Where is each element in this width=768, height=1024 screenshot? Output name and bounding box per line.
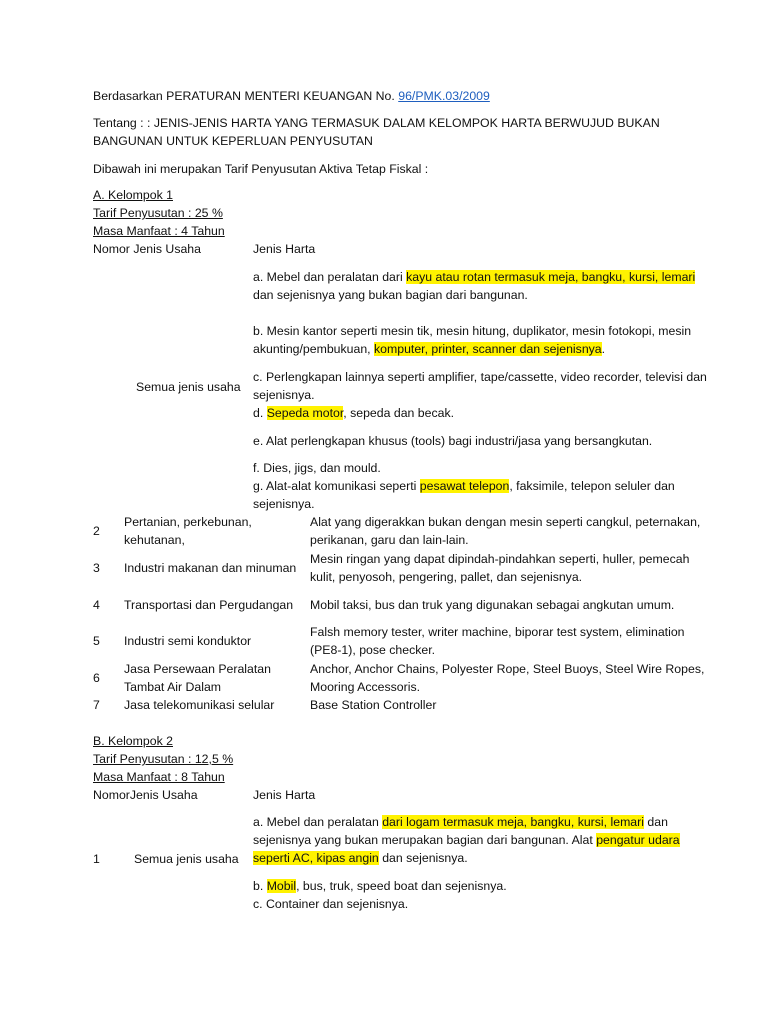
row-harta-line1: Mesin ringan yang dapat dipindah-pindahkan seperti, huller, pemecah: [310, 552, 690, 566]
text: , faksimile, telepon seluler dan: [509, 479, 675, 493]
highlight: pesawat telepon: [419, 479, 510, 493]
group-b-item-a-line2: [253, 831, 680, 849]
row-number: 2: [93, 524, 100, 538]
group-a-item-b-line1: b. Mesin kantor seperti mesin tik, mesin hitung, duplikator, mesin fotokopi, mesin: [253, 324, 692, 338]
text: akunting/pembukuan,: [253, 342, 375, 356]
group-a-item-d: [253, 404, 454, 422]
group-b-item-b: [253, 877, 507, 895]
row-harta-line1: Alat yang digerakkan bukan dengan mesin seperti cangkul, peternakan,: [310, 515, 701, 529]
row-harta-line1: Anchor, Anchor Chains, Polyester Rope, Steel Buoys, Steel Wire Ropes,: [310, 662, 705, 676]
row-number: 5: [93, 634, 100, 648]
regulation-link[interactable]: 96/PMK.03/2009: [398, 89, 490, 103]
group-a-item-g-line1: [253, 477, 675, 495]
row-number: 6: [93, 671, 100, 685]
group-b-title: B. Kelompok 2: [93, 734, 173, 748]
tentang-line-1: Tentang : : JENIS-JENIS HARTA YANG TERMASUK DALAM KELOMPOK HARTA BERWUJUD BUKAN: [93, 116, 660, 130]
text: a. Mebel dan peralatan: [253, 815, 383, 829]
group-a-item-a-line1: [253, 268, 695, 286]
text: dan: [643, 815, 668, 829]
row-number: 3: [93, 561, 100, 575]
highlight: pengatur udara: [596, 833, 680, 847]
group-a-item-c-line2: sejenisnya.: [253, 388, 315, 402]
row-harta-line2: perikanan, garu dan lain-lain.: [310, 533, 469, 547]
row-usaha-line2: Tambat Air Dalam: [124, 680, 222, 694]
group-b-row-number: 1: [93, 852, 100, 866]
group-b-item-c: c. Container dan sejenisnya.: [253, 897, 409, 911]
group-a-title: A. Kelompok 1: [93, 188, 173, 202]
group-b-item-a-line3: [253, 849, 468, 867]
intro-line: [93, 87, 490, 105]
highlight: komputer, printer, scanner dan sejenisnya: [374, 342, 602, 356]
highlight: dari logam termasuk meja, bangku, kursi, lemari: [382, 815, 644, 829]
group-a-masa: Masa Manfaat : 4 Tahun: [93, 224, 225, 238]
text: dan sejenisnya.: [378, 851, 468, 865]
group-a-col-harta: Jenis Harta: [253, 242, 316, 256]
group-b-item-a-line1: [253, 813, 668, 831]
text: , sepeda dan becak.: [343, 406, 455, 420]
row-number: 4: [93, 598, 100, 612]
group-a-item-f: f. Dies, jigs, dan mould.: [253, 461, 381, 475]
group-a-col-nomor: Nomor Jenis Usaha: [93, 242, 201, 256]
row-harta-line1: Falsh memory tester, writer machine, biporar test system, elimination: [310, 625, 685, 639]
tentang-line-2: BANGUNAN UNTUK KEPERLUAN PENYUSUTAN: [93, 134, 373, 148]
row-usaha-line1: Jasa telekomunikasi selular: [124, 698, 275, 712]
group-a-item-e: e. Alat perlengkapan khusus (tools) bagi industri/jasa yang bersangkutan.: [253, 434, 653, 448]
dibawah-line: Dibawah ini merupakan Tarif Penyusutan Aktiva Tetap Fiskal :: [93, 162, 429, 176]
text: sejenisnya yang bukan merupakan bagian dari bangunan. Alat: [253, 833, 597, 847]
group-a-tarif: Tarif Penyusutan : 25 %: [93, 206, 223, 220]
row-harta-line2: Mooring Accessoris.: [310, 680, 421, 694]
group-a-item-b-line2: [253, 340, 605, 358]
row-usaha-line1: Pertanian, perkebunan,: [124, 515, 252, 529]
group-a-item-g-line2: sejenisnya.: [253, 497, 315, 511]
group-b-col-nomor: NomorJenis Usaha: [93, 788, 198, 802]
text: a. Mebel dan peralatan dari: [253, 270, 407, 284]
row-harta-line1: Mobil taksi, bus dan truk yang digunakan sebagai angkutan umum.: [310, 598, 675, 612]
group-a-item-c-line1: c. Perlengkapan lainnya seperti amplifier, tape/cassette, video recorder, televisi dan: [253, 370, 707, 384]
row-harta-line2: kulit, penyosoh, pengering, pallet, dan sejenisnya.: [310, 570, 583, 584]
text: d.: [253, 406, 267, 420]
highlight: Mobil: [266, 879, 297, 893]
group-b-col-harta: Jenis Harta: [253, 788, 316, 802]
highlight: kayu atau rotan termasuk meja, bangku, kursi, lemari: [406, 270, 696, 284]
row-usaha-line2: kehutanan,: [124, 533, 185, 547]
group-a-semua-jenis-usaha: Semua jenis usaha: [136, 380, 241, 394]
row-usaha-line1: Industri semi konduktor: [124, 634, 252, 648]
text: .: [601, 342, 606, 356]
row-number: 7: [93, 698, 100, 712]
group-b-semua-jenis-usaha: Semua jenis usaha: [134, 852, 239, 866]
row-usaha-line1: Industri makanan dan minuman: [124, 561, 297, 575]
group-a-item-a-line2: dan sejenisnya yang bukan bagian dari bangunan.: [253, 288, 528, 302]
intro-text: Berdasarkan PERATURAN MENTERI KEUANGAN No.: [93, 89, 395, 103]
highlight: Sepeda motor: [266, 406, 344, 420]
highlight: seperti AC, kipas angin: [253, 851, 379, 865]
row-harta-line1: Base Station Controller: [310, 698, 437, 712]
text: g. Alat-alat komunikasi seperti: [253, 479, 420, 493]
text: b.: [253, 879, 267, 893]
row-usaha-line1: Jasa Persewaan Peralatan: [124, 662, 271, 676]
group-b-tarif: Tarif Penyusutan : 12,5 %: [93, 752, 234, 766]
row-harta-line2: (PE8-1), pose checker.: [310, 643, 436, 657]
row-usaha-line1: Transportasi dan Pergudangan: [124, 598, 294, 612]
group-b-masa: Masa Manfaat : 8 Tahun: [93, 770, 225, 784]
text: , bus, truk, speed boat dan sejenisnya.: [296, 879, 507, 893]
